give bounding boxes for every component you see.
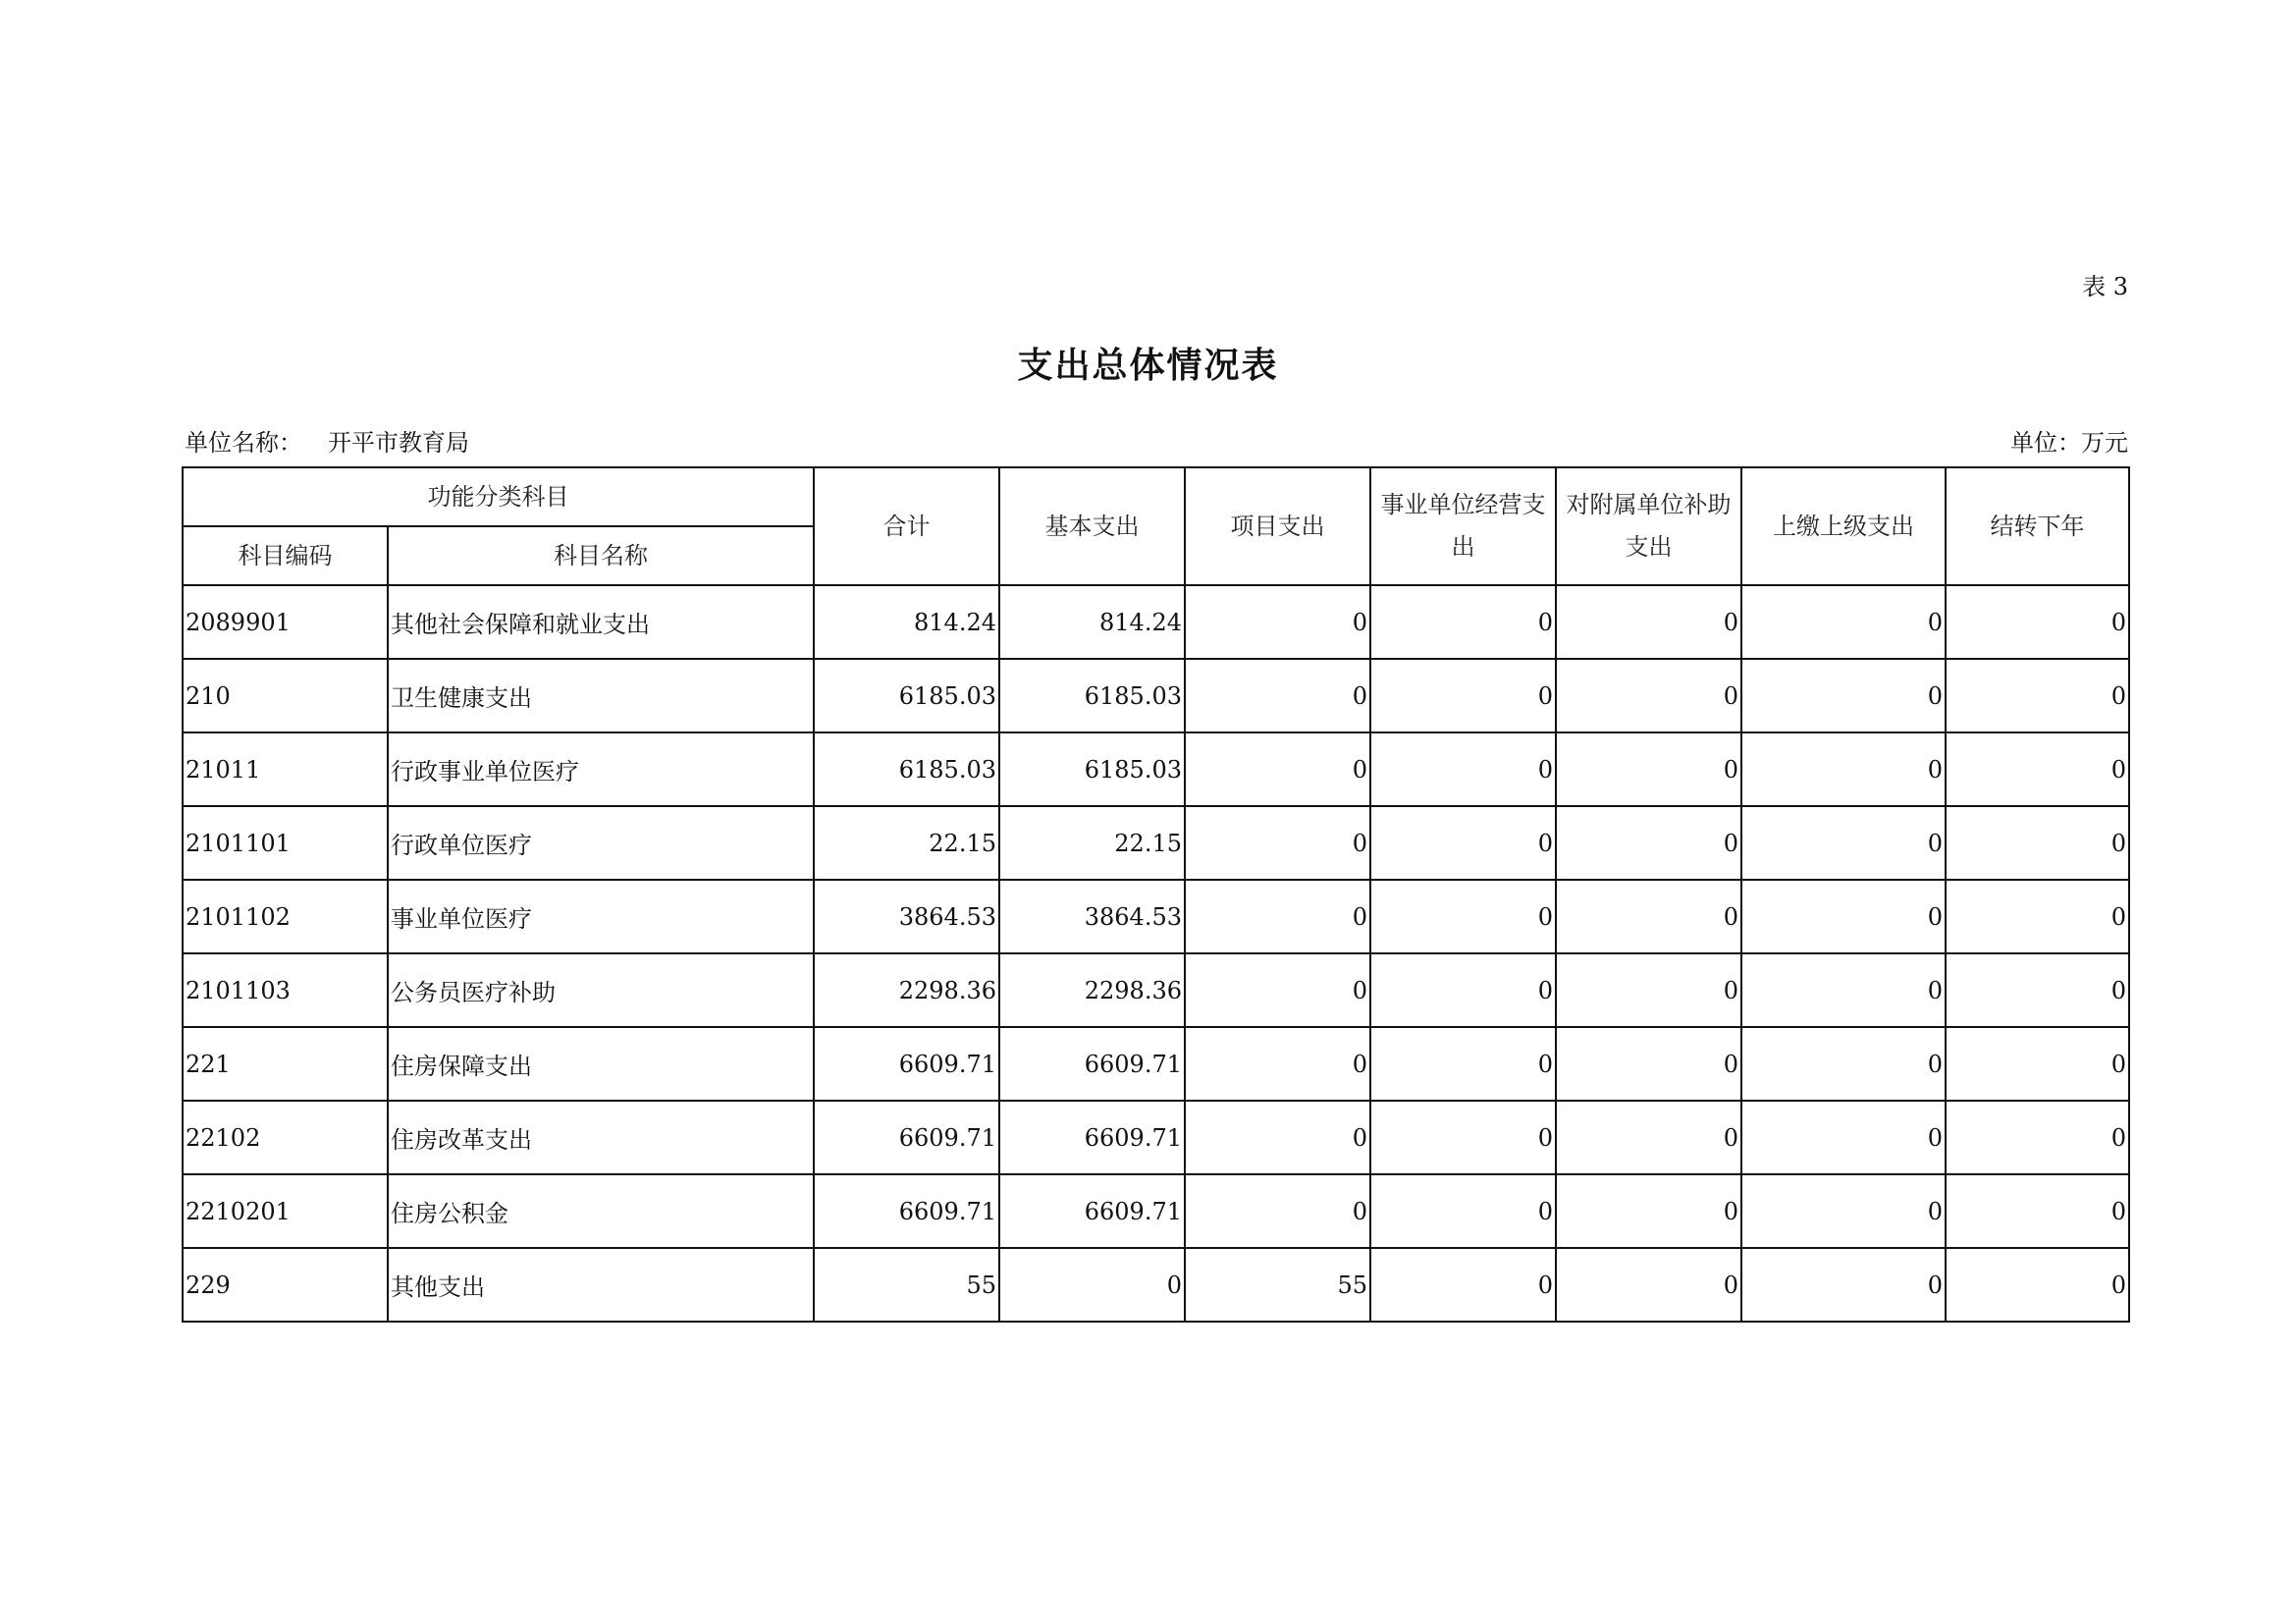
carryover-cell: 0	[1946, 953, 2129, 1027]
basic-expenditure-cell: 0	[999, 1248, 1185, 1322]
unit-name-label: 单位名称：	[185, 429, 302, 457]
header-upper-level-expenditure: 上缴上级支出	[1741, 467, 1946, 585]
page-title: 支出总体情况表	[1017, 345, 1279, 386]
table-row	[183, 1248, 2129, 1322]
upper-level-expenditure-cell: 0	[1741, 585, 1946, 659]
table-number-label: 表 3	[2082, 273, 2128, 300]
basic-expenditure-cell: 6185.03	[999, 732, 1185, 806]
total-cell: 6609.71	[814, 1174, 999, 1248]
upper-level-expenditure-cell: 0	[1741, 659, 1946, 732]
business-expenditure-cell: 0	[1370, 953, 1556, 1027]
header-business-expenditure: 事业单位经营支出	[1370, 467, 1556, 585]
upper-level-expenditure-cell: 0	[1741, 880, 1946, 953]
unit-name-value: 开平市教育局	[328, 429, 469, 457]
basic-expenditure-cell: 6609.71	[999, 1174, 1185, 1248]
basic-expenditure-cell: 3864.53	[999, 880, 1185, 953]
total-cell: 814.24	[814, 585, 999, 659]
total-cell: 6609.71	[814, 1027, 999, 1101]
carryover-cell: 0	[1946, 585, 2129, 659]
subject-name-cell: 住房改革支出	[388, 1101, 814, 1174]
project-expenditure-cell: 0	[1185, 732, 1370, 806]
expenditure-table	[182, 466, 2130, 1323]
subject-name-cell: 其他社会保障和就业支出	[388, 585, 814, 659]
carryover-cell: 0	[1946, 1248, 2129, 1322]
total-cell: 6185.03	[814, 659, 999, 732]
subject-name-cell: 事业单位医疗	[388, 880, 814, 953]
business-expenditure-cell: 0	[1370, 1174, 1556, 1248]
header-total: 合计	[814, 467, 999, 585]
subject-name-cell: 行政单位医疗	[388, 806, 814, 880]
subject-code-cell: 22102	[183, 1101, 388, 1174]
upper-level-expenditure-cell: 0	[1741, 1027, 1946, 1101]
header-carryover: 结转下年	[1946, 467, 2129, 585]
table-row	[183, 880, 2129, 953]
subsidy-expenditure-cell: 0	[1556, 880, 1741, 953]
table-row	[183, 659, 2129, 732]
total-cell: 22.15	[814, 806, 999, 880]
subsidy-expenditure-cell: 0	[1556, 585, 1741, 659]
unit-name-line	[185, 423, 469, 458]
carryover-cell: 0	[1946, 1027, 2129, 1101]
business-expenditure-cell: 0	[1370, 732, 1556, 806]
subsidy-expenditure-cell: 0	[1556, 659, 1741, 732]
subject-code-cell: 210	[183, 659, 388, 732]
business-expenditure-cell: 0	[1370, 1101, 1556, 1174]
basic-expenditure-cell: 814.24	[999, 585, 1185, 659]
subsidy-expenditure-cell: 0	[1556, 1027, 1741, 1101]
basic-expenditure-cell: 22.15	[999, 806, 1185, 880]
upper-level-expenditure-cell: 0	[1741, 1248, 1946, 1322]
table-row	[183, 953, 2129, 1027]
subsidy-expenditure-cell: 0	[1556, 806, 1741, 880]
upper-level-expenditure-cell: 0	[1741, 1101, 1946, 1174]
subject-name-cell: 住房保障支出	[388, 1027, 814, 1101]
table-row	[183, 585, 2129, 659]
carryover-cell: 0	[1946, 659, 2129, 732]
subsidy-expenditure-cell: 0	[1556, 953, 1741, 1027]
carryover-cell: 0	[1946, 1174, 2129, 1248]
subsidy-expenditure-cell: 0	[1556, 1101, 1741, 1174]
business-expenditure-cell: 0	[1370, 585, 1556, 659]
header-function-category: 功能分类科目	[183, 467, 814, 526]
total-cell: 55	[814, 1248, 999, 1322]
project-expenditure-cell: 0	[1185, 585, 1370, 659]
project-expenditure-cell: 0	[1185, 953, 1370, 1027]
subject-name-cell: 公务员医疗补助	[388, 953, 814, 1027]
basic-expenditure-cell: 6185.03	[999, 659, 1185, 732]
upper-level-expenditure-cell: 0	[1741, 732, 1946, 806]
project-expenditure-cell: 0	[1185, 1174, 1370, 1248]
upper-level-expenditure-cell: 0	[1741, 953, 1946, 1027]
subject-code-cell: 2101101	[183, 806, 388, 880]
subject-code-cell: 221	[183, 1027, 388, 1101]
carryover-cell: 0	[1946, 880, 2129, 953]
subject-code-cell: 2089901	[183, 585, 388, 659]
subject-name-cell: 行政事业单位医疗	[388, 732, 814, 806]
subsidy-expenditure-cell: 0	[1556, 732, 1741, 806]
table-row	[183, 1101, 2129, 1174]
project-expenditure-cell: 55	[1185, 1248, 1370, 1322]
subject-code-cell: 2101102	[183, 880, 388, 953]
carryover-cell: 0	[1946, 732, 2129, 806]
subject-code-cell: 2210201	[183, 1174, 388, 1248]
carryover-cell: 0	[1946, 806, 2129, 880]
business-expenditure-cell: 0	[1370, 806, 1556, 880]
business-expenditure-cell: 0	[1370, 1027, 1556, 1101]
project-expenditure-cell: 0	[1185, 880, 1370, 953]
subject-code-cell: 229	[183, 1248, 388, 1322]
project-expenditure-cell: 0	[1185, 659, 1370, 732]
subject-code-cell: 2101103	[183, 953, 388, 1027]
table-row	[183, 732, 2129, 806]
business-expenditure-cell: 0	[1370, 659, 1556, 732]
business-expenditure-cell: 0	[1370, 1248, 1556, 1322]
total-cell: 6185.03	[814, 732, 999, 806]
subsidy-expenditure-cell: 0	[1556, 1248, 1741, 1322]
carryover-cell: 0	[1946, 1101, 2129, 1174]
upper-level-expenditure-cell: 0	[1741, 806, 1946, 880]
subject-name-cell: 住房公积金	[388, 1174, 814, 1248]
total-cell: 6609.71	[814, 1101, 999, 1174]
total-cell: 2298.36	[814, 953, 999, 1027]
total-cell: 3864.53	[814, 880, 999, 953]
table-row	[183, 1174, 2129, 1248]
currency-unit-label: 单位：万元	[2010, 429, 2128, 457]
header-subject-code: 科目编码	[183, 526, 388, 585]
basic-expenditure-cell: 6609.71	[999, 1027, 1185, 1101]
header-project-expenditure: 项目支出	[1185, 467, 1370, 585]
project-expenditure-cell: 0	[1185, 1027, 1370, 1101]
subject-code-cell: 21011	[183, 732, 388, 806]
header-subject-name: 科目名称	[388, 526, 814, 585]
business-expenditure-cell: 0	[1370, 880, 1556, 953]
table-row	[183, 1027, 2129, 1101]
project-expenditure-cell: 0	[1185, 1101, 1370, 1174]
basic-expenditure-cell: 2298.36	[999, 953, 1185, 1027]
upper-level-expenditure-cell: 0	[1741, 1174, 1946, 1248]
header-subsidy-expenditure: 对附属单位补助支出	[1556, 467, 1741, 585]
table-row	[183, 806, 2129, 880]
basic-expenditure-cell: 6609.71	[999, 1101, 1185, 1174]
subsidy-expenditure-cell: 0	[1556, 1174, 1741, 1248]
subject-name-cell: 其他支出	[388, 1248, 814, 1322]
subject-name-cell: 卫生健康支出	[388, 659, 814, 732]
header-basic-expenditure: 基本支出	[999, 467, 1185, 585]
project-expenditure-cell: 0	[1185, 806, 1370, 880]
